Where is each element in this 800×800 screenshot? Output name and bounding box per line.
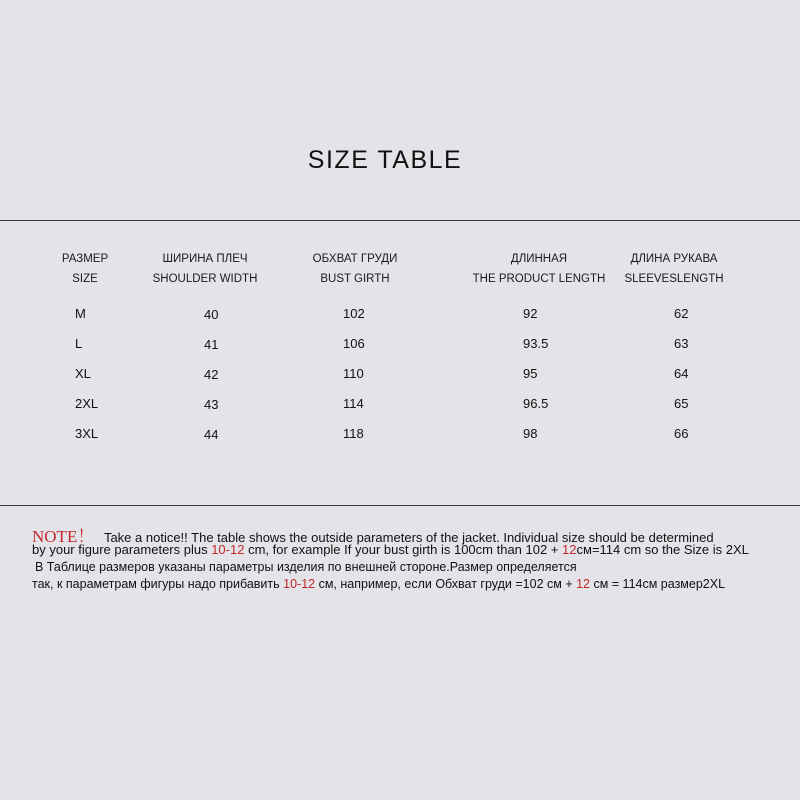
shoulder-cell: 43	[204, 397, 219, 412]
length-cell: 95	[523, 366, 538, 381]
note-line-3	[35, 560, 577, 574]
bust-cell: 118	[343, 426, 364, 441]
size-cell: M	[75, 306, 86, 321]
note-label: NOTE！	[32, 527, 95, 546]
shoulder-cell: 44	[204, 427, 219, 442]
header-size	[55, 249, 115, 289]
length-cell: 92	[523, 306, 538, 321]
header-shoulder-width	[145, 249, 265, 289]
size-cell: 2XL	[75, 396, 99, 411]
shoulder-cell: 42	[204, 367, 219, 382]
note-text-4c: см, например, если Обхват груди =102 см +	[315, 577, 577, 591]
sleeve-cell: 64	[674, 366, 689, 381]
sleeve-cell: 65	[674, 396, 689, 411]
note-text-2e: см=114 cm so the Size is 2XL	[576, 542, 749, 557]
note-highlight-12-ru: 12	[576, 577, 590, 591]
size-cell: 3XL	[75, 426, 99, 441]
header-size-en: SIZE	[72, 273, 98, 285]
note-text-2a: by your figure parameters plus	[32, 542, 212, 557]
note-text-2c: cm, for example If your bust girth is 100cm than 102 +	[244, 542, 563, 557]
header-product-length	[468, 249, 610, 289]
note-line-2	[32, 542, 749, 557]
size-cell: L	[75, 336, 83, 351]
header-shoulder-ru: ШИРИНА ПЛЕЧ	[162, 253, 248, 265]
length-cell: 96.5	[523, 396, 549, 411]
size-cell: XL	[75, 366, 91, 381]
note-highlight-range: 10-12	[211, 542, 245, 557]
header-sleeve-length	[618, 249, 730, 289]
note-highlight-12: 12	[562, 542, 577, 557]
header-sleeve-en: SLEEVESLENGTH	[624, 273, 724, 285]
header-length-ru: ДЛИННАЯ	[510, 253, 568, 265]
header-shoulder-en: SHOULDER WIDTH	[152, 273, 258, 285]
note-line-4	[32, 577, 725, 591]
note-text-4a: так, к параметрам фигуры надо прибавить	[32, 577, 284, 591]
bust-cell: 114	[343, 396, 364, 411]
note-text-1: Take a notice!! The table shows the outside parameters of the jacket. Individual size should be determined	[103, 530, 714, 545]
length-cell: 98	[523, 426, 538, 441]
note-text-4e: см = 114см размер2XL	[590, 577, 726, 591]
bottom-divider	[0, 505, 800, 506]
header-length-en: THE PRODUCT LENGTH	[472, 273, 606, 285]
top-divider	[0, 220, 800, 221]
note-text-3: В Таблице размеров указаны параметры изделия по внешней стороне.Размер определяется	[35, 560, 577, 574]
header-bust-ru: ОБХВАТ ГРУДИ	[312, 253, 398, 265]
length-cell: 93.5	[523, 336, 549, 351]
sleeve-cell: 66	[674, 426, 689, 441]
bust-cell: 102	[343, 306, 365, 321]
shoulder-cell: 40	[204, 307, 219, 322]
header-sleeve-ru: ДЛИНА РУКАВА	[630, 253, 718, 265]
sleeve-cell: 63	[674, 336, 689, 351]
bust-cell: 110	[343, 366, 364, 381]
page-title: SIZE TABLE	[307, 146, 463, 174]
bust-cell: 106	[343, 336, 365, 351]
shoulder-cell: 41	[204, 337, 219, 352]
sleeve-cell: 62	[674, 306, 689, 321]
header-bust-girth	[300, 249, 410, 289]
header-bust-en: BUST GIRTH	[320, 273, 390, 285]
header-size-ru: РАЗМЕР	[61, 253, 109, 265]
note-highlight-range-ru: 10-12	[283, 577, 316, 591]
